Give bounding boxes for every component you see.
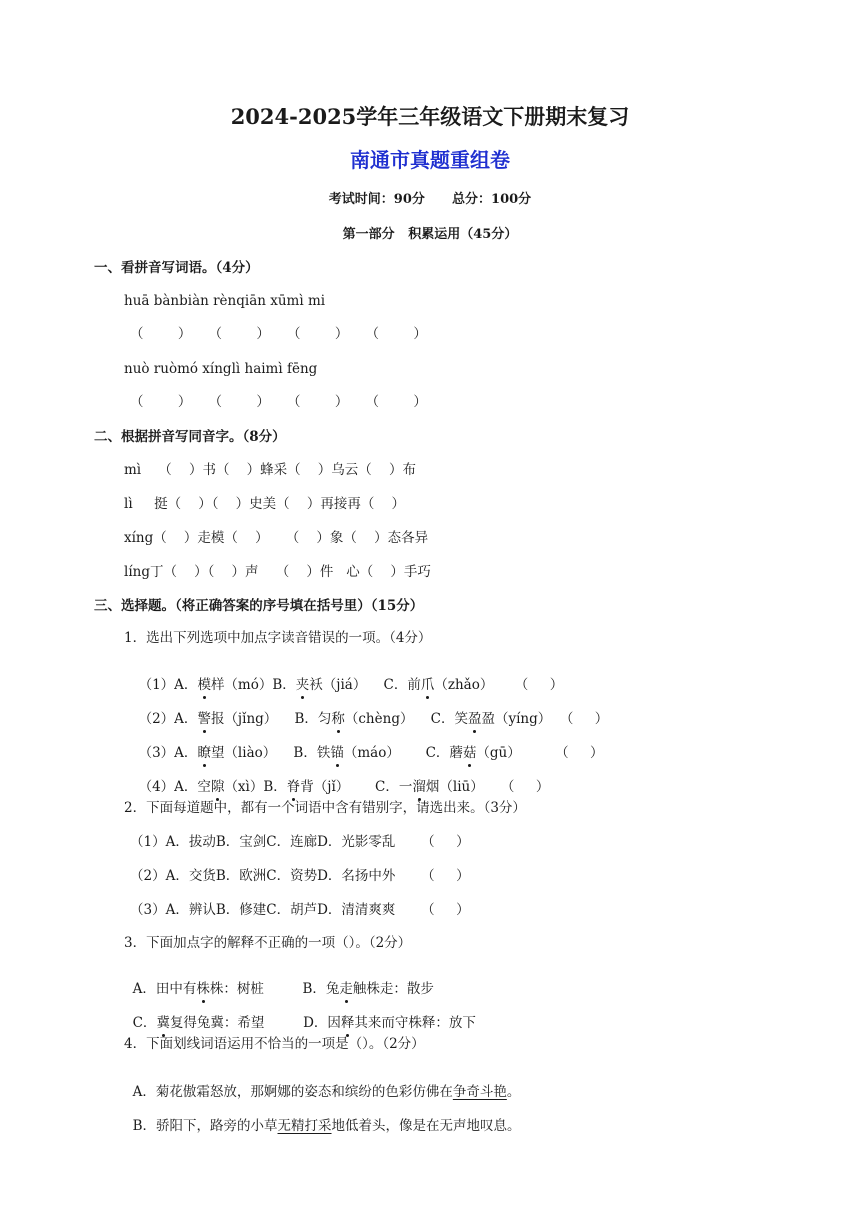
q3-1-item-3: （3）A．瞭望（liào） B．铁锚（máo） C．蘑菇（gū） （ ） (138, 744, 604, 761)
q3-4-title: 4．下面划线词语运用不恰当的一项是（）。（2分） (124, 1036, 425, 1052)
q1-pinyin-row-1: huā bànbiàn rènqiān xūmì mi (124, 293, 326, 309)
q3-4-option-b: B．骄阳下，路旁的小草无精打采地低着头，像是在无声地叹息。 (132, 1117, 521, 1134)
q3-2-item-1: （1）A．拔动B．宝剑C．连廊D．光影零乱 （ ） (130, 834, 470, 850)
underlined-phrase: 无精打采 (277, 1117, 332, 1134)
q3-2-item-3: （3）A．辨认B．修建C．胡芦D．清清爽爽 （ ） (130, 902, 470, 918)
q3-3-title: 3．下面加点字的解释不正确的一项（）。（2分） (124, 935, 412, 951)
q3-1-title: 1．选出下列选项中加点字读音错误的一项。（4分） (124, 630, 432, 646)
q1-heading: 一、看拼音写词语。（4分） (94, 260, 259, 276)
q1-blanks-row-1: （ ） （ ） （ ） （ ） (130, 326, 427, 342)
q3-1-item-1: （1）A．模样（mó）B．夹袄（jiá） C．前爪（zhǎo） （ ） (138, 676, 564, 693)
part-heading: 第一部分 积累运用（45分） (342, 227, 518, 242)
page-subtitle: 南通市真题重组卷 (350, 148, 510, 172)
q3-4-option-a: A．菊花傲霜怒放，那婀娜的姿态和缤纷的色彩仿佛在争奇斗艳。 (132, 1083, 521, 1100)
page-title: 2024-2025学年三年级语文下册期末复习 (230, 104, 630, 129)
q2-heading: 二、根据拼音写同音字。（8分） (94, 429, 286, 445)
q3-2-title: 2．下面每道题中，都有一个词语中含有错别字，请选出来。（3分） (124, 800, 526, 816)
q2-row-1: mì （ ）书（ ）蜂采（ ）乌云（ ）布 (124, 462, 416, 478)
q3-3-options-ab: A．田中有株株：树桩 B．兔走触株走：散步 (132, 980, 434, 997)
q2-row-4: líng丁（ ）（ ）声 （ ）件 心（ ）手巧 (124, 564, 431, 580)
q3-heading: 三、选择题。（将正确答案的序号填在括号里）（15分） (94, 598, 424, 614)
underlined-phrase: 争奇斗艳 (452, 1083, 507, 1100)
q1-blanks-row-2: （ ） （ ） （ ） （ ） (130, 394, 427, 410)
q2-row-3: xíng（ ）走模（ ） （ ）象（ ）态各异 (124, 530, 429, 546)
q3-3-options-cd: C．冀复得兔冀：希望 D．因释其来而守株释：放下 (132, 1014, 476, 1031)
q1-pinyin-row-2: nuò ruòmó xínglì haimì fēng (124, 361, 318, 377)
exam-meta: 考试时间：90分 总分：100分 (328, 192, 532, 207)
q3-1-item-4: （4）A．空隙（xì）B．脊背（jǐ） C．一溜烟（liū） （ ） (138, 778, 550, 795)
q3-2-item-2: （2）A．交货B．欧洲C．资势D．名扬中外 （ ） (130, 868, 470, 884)
q2-row-2: lì 挺（ ）（ ）史美（ ）再接再（ ） (124, 496, 406, 512)
q3-1-item-2: （2）A．警报（jǐng） B．匀称（chèng） C．笑盈盈（yíng） （ ） (138, 710, 609, 727)
